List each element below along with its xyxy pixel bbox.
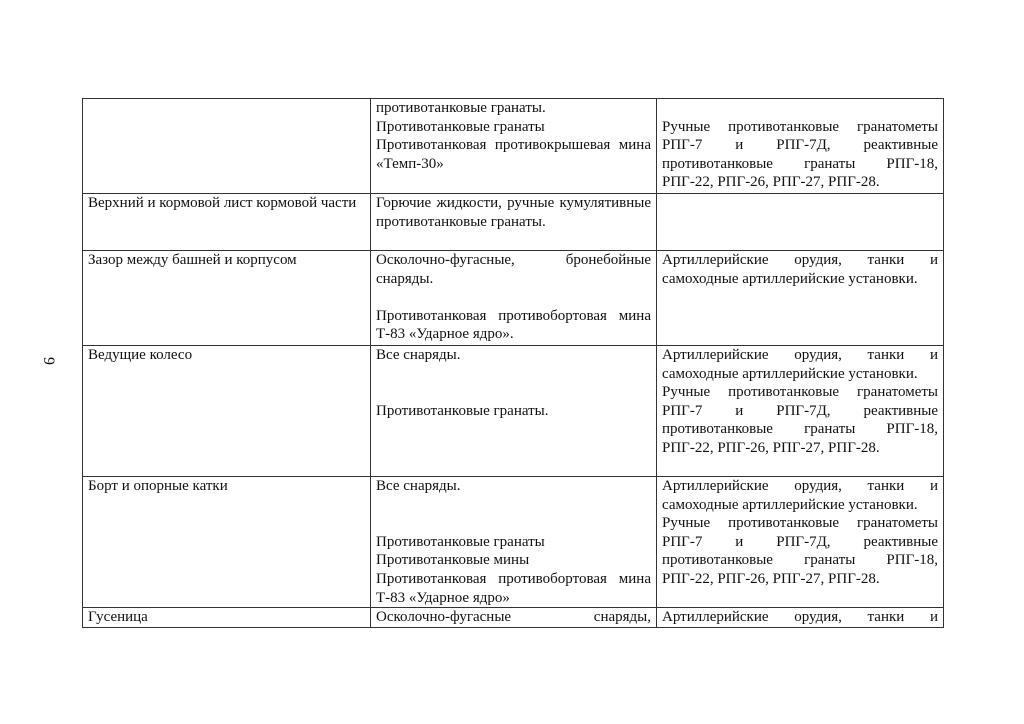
ammo-cell [371,477,657,608]
ammo-cell [371,608,657,628]
ammo-line [376,496,651,515]
ammo-cell [371,346,657,477]
ammo-line [376,365,651,384]
table-row [83,346,944,477]
ammo-line: Противотанковая противобортовая мина Т-83 «Ударное ядро» [376,570,651,606]
weapons-cell [657,477,944,608]
weapons-line: Артиллерийские орудия, танки и [662,609,938,626]
part-cell [83,346,371,477]
ammo-line: Противотанковая противокрышевая мина «Темп-30» [376,137,651,172]
ammo-line: Все снаряды. [376,347,461,363]
weapons-line: Ручные противотанковые гранатометы РПГ-7 и РПГ-7Д, реактивные противотанковые гранаты РПГ-18, РПГ-22, РПГ-26, РПГ-27, РПГ-28. [662,515,938,587]
ammo-line: Противотанковая противобортовая мина Т-83 «Ударное ядро». [376,307,651,343]
part-name: Гусеница [88,609,148,626]
weapons-line [662,99,938,118]
part-cell [83,477,371,608]
weapons-line: Артиллерийские орудия, танки и самоходные артиллерийские установки. [662,478,938,513]
part-name: Ведущие колесо [88,347,193,363]
ammo-line: Горючие жидкости, ручные кумулятивные противотанковые гранаты. [376,195,651,230]
page-number: 9 [40,357,57,365]
weapons-cell [657,194,944,251]
target-weapons-table [82,98,944,628]
weapons-cell [657,346,944,477]
ammo-line: Осколочно-фугасные, бронебойные снаряды. [376,252,651,287]
ammo-line: Все снаряды. [376,478,461,494]
ammo-line [376,383,651,402]
part-cell [83,99,371,194]
ammo-line: Противотанковые гранаты [376,533,545,550]
part-cell [83,251,371,346]
ammo-line: Противотанковые мины [376,552,530,569]
ammo-line [376,288,651,307]
ammo-cell [371,251,657,346]
weapons-cell [657,99,944,194]
weapons-line: Ручные противотанковые гранатометы РПГ-7 и РПГ-7Д, реактивные противотанковые гранаты РПГ-18, РПГ-22, РПГ-26, РПГ-27, РПГ-28. [662,384,938,456]
ammo-line [376,514,651,533]
ammo-cell [371,194,657,251]
table-row [83,99,944,194]
weapons-line: Артиллерийские орудия, танки и самоходные артиллерийские установки. [662,252,938,287]
part-name: Верхний и кормовой лист кормовой части [88,195,357,211]
weapons-line: Артиллерийские орудия, танки и самоходные артиллерийские установки. [662,347,938,382]
weapons-line: Ручные противотанковые гранатометы РПГ-7 и РПГ-7Д, реактивные противотанковые гранаты РПГ-18, РПГ-22, РПГ-26, РПГ-27, РПГ-28. [662,118,938,191]
ammo-line: Противотанковые гранаты [376,118,545,135]
ammo-line: Осколочно-фугасные снаряды, [376,609,651,626]
ammo-cell [371,99,657,194]
ammo-line: Противотанковые гранаты. [376,402,549,419]
table-row [83,608,944,628]
part-cell [83,194,371,251]
part-name: Зазор между башней и корпусом [88,252,297,268]
weapons-cell [657,251,944,346]
part-cell [83,608,371,628]
table-row [83,251,944,346]
part-name: Борт и опорные катки [88,478,228,494]
weapons-cell [657,608,944,628]
ammo-line: противотанковые гранаты. [376,100,546,116]
table-row [83,194,944,251]
table-row [83,477,944,608]
